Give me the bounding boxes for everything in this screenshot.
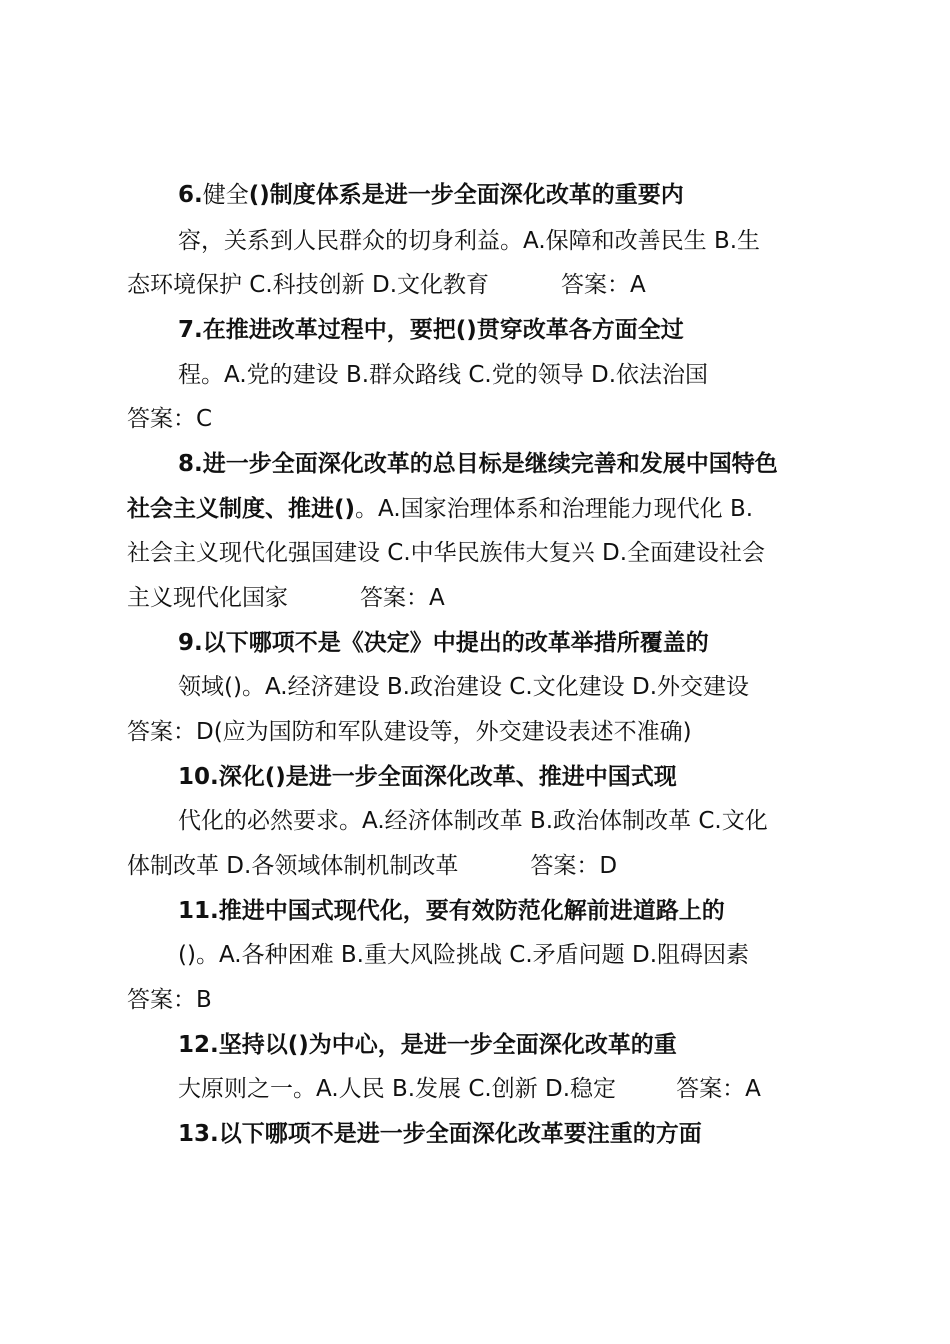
question-12-answer: 答案：A <box>676 1076 761 1102</box>
question-10-line-2: 代化的必然要求。A.经济体制改革 B.政治体制改革 C.文化 <box>178 808 768 834</box>
question-9-answer: 答案：D(应为国防和军队建设等，外交建设表述不准确) <box>127 719 692 745</box>
question-7-answer: 答案：C <box>127 406 213 432</box>
question-10-line-3: 体制改革 D.各领域体制机制改革 答案：D <box>127 853 618 879</box>
question-7-stem: 7.在推进改革过程中，要把()贯穿改革各方面全过 <box>178 317 684 343</box>
question-8-line-4: 主义现代化国家 答案：A <box>127 585 445 611</box>
question-9-line-2: 领域()。A.经济建设 B.政治建设 C.文化建设 D.外交建设 <box>178 674 750 700</box>
question-6-line-3: 态环境保护 C.科技创新 D.文化教育 答案：A <box>127 272 646 298</box>
question-11-line-2: ()。A.各种困难 B.重大风险挑战 C.矛盾问题 D.阻碍因素 <box>178 942 750 968</box>
question-6-line-2: 容，关系到人民群众的切身利益。A.保障和改善民生 B.生 <box>178 228 761 254</box>
question-12-stem: 12.坚持以()为中心，是进一步全面深化改革的重 <box>178 1032 677 1058</box>
question-13-stem: 13.以下哪项不是进一步全面深化改革要注重的方面 <box>178 1121 702 1147</box>
question-9-stem: 9.以下哪项不是《决定》中提出的改革举措所覆盖的 <box>178 630 709 656</box>
question-12-line-2: 大原则之一。A.人民 B.发展 C.创新 D.稳定 答案：A <box>178 1076 761 1102</box>
question-11-answer: 答案：B <box>127 987 212 1013</box>
question-6-answer: 答案：A <box>561 272 646 298</box>
question-6-stem: 6.健全()制度体系是进一步全面深化改革的重要内 <box>178 182 684 208</box>
question-8-line-3: 社会主义现代化强国建设 C.中华民族伟大复兴 D.全面建设社会 <box>127 540 766 566</box>
question-7-line-2: 程。A.党的建设 B.群众路线 C.党的领导 D.依法治国 <box>178 362 709 388</box>
question-10-stem: 10.深化()是进一步全面深化改革、推进中国式现 <box>178 764 677 790</box>
question-10-answer: 答案：D <box>530 853 618 879</box>
question-8-stem: 8.进一步全面深化改革的总目标是继续完善和发展中国特色 <box>178 451 778 477</box>
question-11-stem: 11.推进中国式现代化，要有效防范化解前进道路上的 <box>178 898 725 924</box>
question-8-answer: 答案：A <box>360 585 445 611</box>
question-8-line-2: 社会主义制度、推进()。A.国家治理体系和治理能力现代化 B. <box>127 496 754 522</box>
